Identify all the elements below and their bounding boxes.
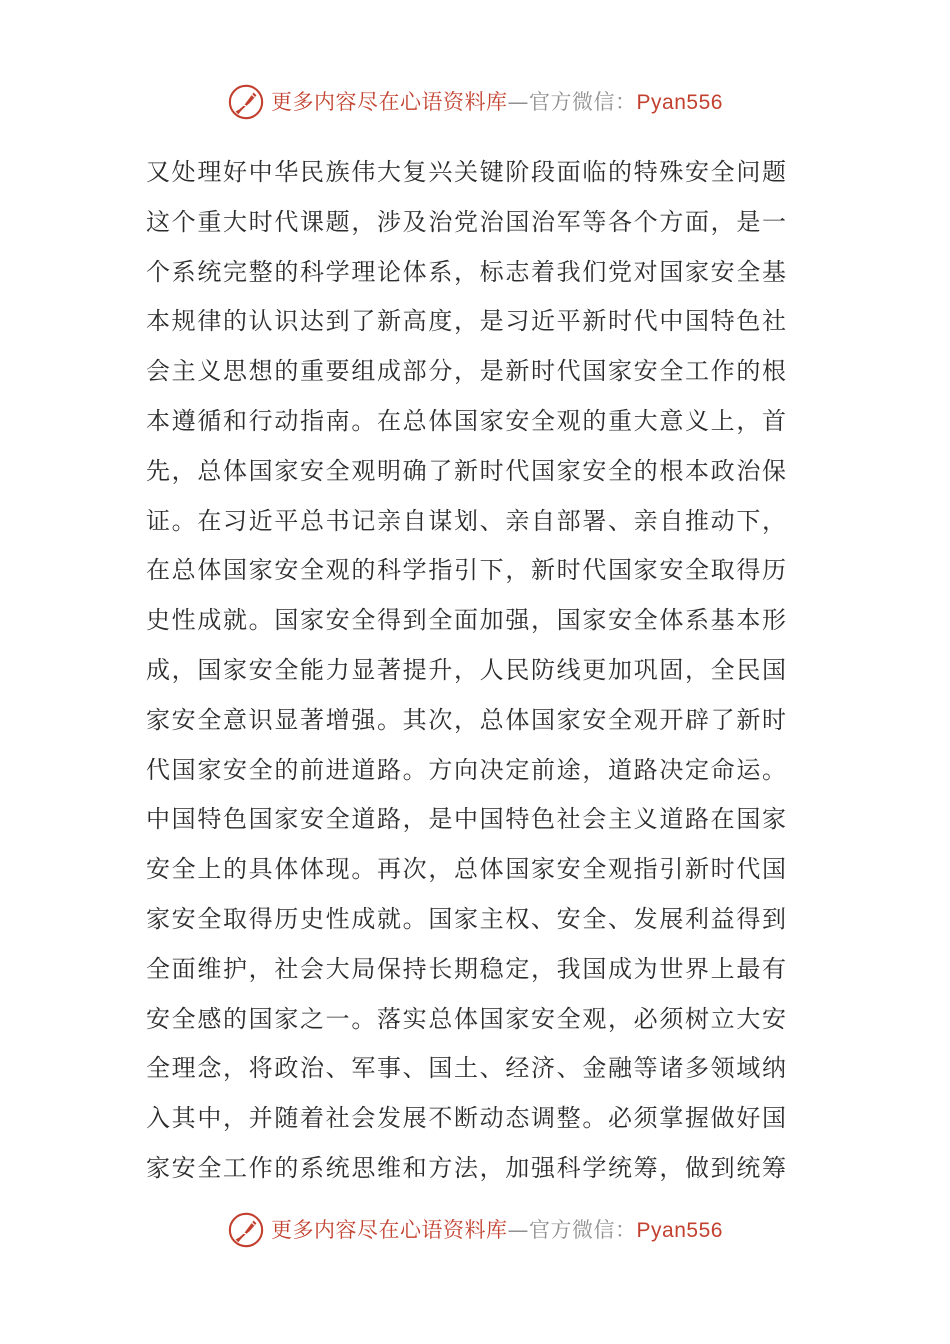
header-wechat-label: 官方微信： <box>529 89 637 114</box>
header-banner <box>0 80 950 124</box>
document-body <box>146 148 786 1194</box>
footer-banner-text <box>271 1217 723 1242</box>
body-line: 家安全工作的系统思维和方法，加强科学统筹，做到统筹 <box>146 1153 786 1182</box>
footer-dash: — <box>507 1217 530 1242</box>
body-line: 入其中，并随着社会发展不断动态调整。必须掌握做好国 <box>146 1104 786 1133</box>
header-dash: — <box>507 89 530 114</box>
body-line: 先，总体国家安全观明确了新时代国家安全的根本政治保 <box>146 456 786 485</box>
body-line: 中国特色国家安全道路，是中国特色社会主义道路在国家 <box>146 805 786 834</box>
body-line: 证。在习近平总书记亲自谋划、亲自部署、亲自推动下， <box>146 506 786 535</box>
body-line: 又处理好中华民族伟大复兴关键阶段面临的特殊安全问题 <box>146 158 786 186</box>
body-line: 本遵循和行动指南。在总体国家安全观的重大意义上，首 <box>146 406 786 435</box>
footer-wechat-id: Pyan556 <box>636 1218 723 1242</box>
pen-nib-logo-icon <box>227 83 265 121</box>
body-line: 史性成就。国家安全得到全面加强，国家安全体系基本形 <box>146 606 786 635</box>
footer-promo-text: 更多内容尽在心语资料库 <box>271 1217 508 1242</box>
body-line: 在总体国家安全观的科学指引下，新时代国家安全取得历 <box>146 556 786 585</box>
footer-wechat-label: 官方微信： <box>529 1217 637 1242</box>
body-line: 成，国家安全能力显著提升，人民防线更加巩固，全民国 <box>146 655 786 684</box>
body-line: 会主义思想的重要组成部分，是新时代国家安全工作的根 <box>146 357 786 386</box>
pen-nib-logo-icon <box>227 1211 265 1249</box>
body-line: 本规律的认识达到了新高度，是习近平新时代中国特色社 <box>146 307 786 336</box>
header-banner-text <box>271 89 723 114</box>
body-line: 全理念，将政治、军事、国土、经济、金融等诸多领域纳 <box>146 1054 786 1083</box>
body-line: 家安全取得历史性成就。国家主权、安全、发展利益得到 <box>146 904 786 933</box>
body-line: 安全上的具体体现。再次，总体国家安全观指引新时代国 <box>146 855 786 884</box>
footer-banner <box>0 1208 950 1252</box>
header-wechat-id: Pyan556 <box>636 90 723 114</box>
body-line: 安全感的国家之一。落实总体国家安全观，必须树立大安 <box>146 1004 786 1033</box>
body-line: 这个重大时代课题，涉及治党治国治军等各个方面，是一 <box>146 207 786 236</box>
body-line: 个系统完整的科学理论体系，标志着我们党对国家安全基 <box>146 257 786 286</box>
body-line: 家安全意识显著增强。其次，总体国家安全观开辟了新时 <box>146 705 786 734</box>
body-line: 全面维护，社会大局保持长期稳定，我国成为世界上最有 <box>146 954 786 983</box>
header-promo-text: 更多内容尽在心语资料库 <box>271 89 508 114</box>
body-line: 代国家安全的前进道路。方向决定前途，道路决定命运。 <box>146 755 786 784</box>
